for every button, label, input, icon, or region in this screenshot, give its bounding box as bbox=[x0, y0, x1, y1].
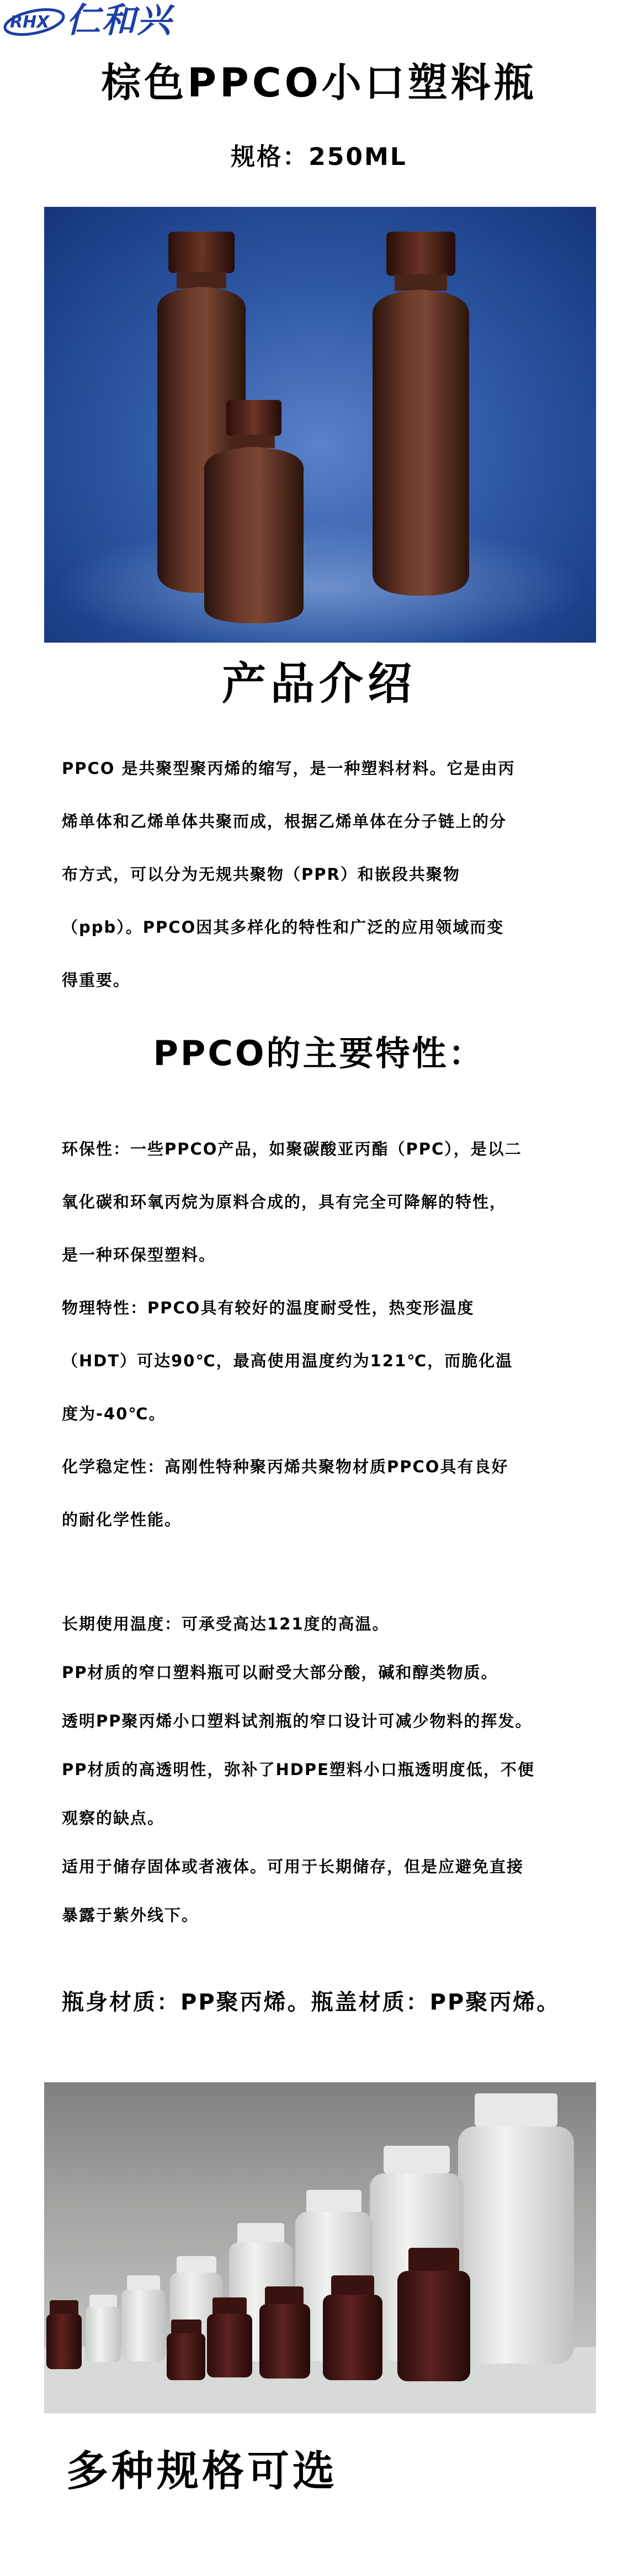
feature-line: （HDT）可达90℃，最高使用温度约为121℃，而脆化温 bbox=[62, 1351, 513, 1370]
feature-line: PP材质的高透明性，弥补了HDPE塑料小口瓶透明度低，不便 bbox=[62, 1760, 535, 1779]
product-title: 棕色PPCO小口塑料瓶 bbox=[101, 60, 537, 106]
feature-line: 化学稳定性：高刚性特种聚丙烯共聚物材质PPCO具有良好 bbox=[62, 1457, 509, 1476]
material-statement: 瓶身材质：PP聚丙烯。瓶盖材质：PP聚丙烯。 bbox=[62, 1990, 561, 2015]
feature-line: 是一种环保型塑料。 bbox=[62, 1246, 216, 1264]
feature-line: 度为-40℃。 bbox=[62, 1404, 166, 1423]
logo-mark-icon bbox=[2, 4, 68, 38]
product-photo-size-assortment bbox=[44, 2082, 596, 2413]
feature-line: 物理特性：PPCO具有较好的温度耐受性，热变形温度 bbox=[62, 1298, 475, 1317]
bottle-large-right bbox=[373, 232, 470, 596]
intro-paragraph bbox=[62, 742, 592, 1007]
features-block-2 bbox=[62, 1600, 592, 1939]
product-spec: 规格：250ML bbox=[231, 143, 407, 171]
intro-line: （ppb）。PPCO因其多样化的特性和广泛的应用领域而变 bbox=[62, 918, 504, 937]
feature-line: 暴露于紫外线下。 bbox=[62, 1906, 199, 1925]
brand-logo bbox=[0, 0, 221, 41]
logo-text: 仁和兴 bbox=[66, 0, 173, 40]
features-heading: PPCO的主要特性： bbox=[153, 1033, 485, 1073]
feature-line: 氧化碳和环氧丙烷为原料合成的，具有完全可降解的特性， bbox=[62, 1193, 507, 1211]
intro-line: 得重要。 bbox=[62, 971, 131, 990]
intro-line: 布方式，可以分为无规共聚物（PPR）和嵌段共聚物 bbox=[62, 865, 460, 884]
intro-line: 烯单体和乙烯单体共聚而成，根据乙烯单体在分子链上的分 bbox=[62, 812, 507, 831]
feature-line: 的耐化学性能。 bbox=[62, 1510, 182, 1529]
feature-line: 观察的缺点。 bbox=[62, 1809, 165, 1827]
feature-line: 环保性：一些PPCO产品，如聚碳酸亚丙酯（PPC），是以二 bbox=[62, 1140, 522, 1158]
options-heading: 多种规格可选 bbox=[66, 2446, 338, 2495]
feature-line: 长期使用温度：可承受高达121度的高温。 bbox=[62, 1615, 390, 1633]
feature-line: 适用于储存固体或者液体。可用于长期储存，但是应避免直接 bbox=[62, 1857, 524, 1876]
features-block-1 bbox=[62, 1123, 592, 1546]
intro-line: PPCO 是共聚型聚丙烯的缩写，是一种塑料材料。它是由丙 bbox=[62, 759, 515, 778]
product-photo-brown-bottles bbox=[44, 207, 596, 643]
feature-line: PP材质的窄口塑料瓶可以耐受大部分酸，碱和醇类物质。 bbox=[62, 1663, 498, 1682]
logo-mark-text: RHX bbox=[10, 13, 50, 32]
feature-line: 透明PP聚丙烯小口塑料试剂瓶的窄口设计可减少物料的挥发。 bbox=[62, 1712, 533, 1730]
intro-heading: 产品介绍 bbox=[222, 658, 416, 709]
